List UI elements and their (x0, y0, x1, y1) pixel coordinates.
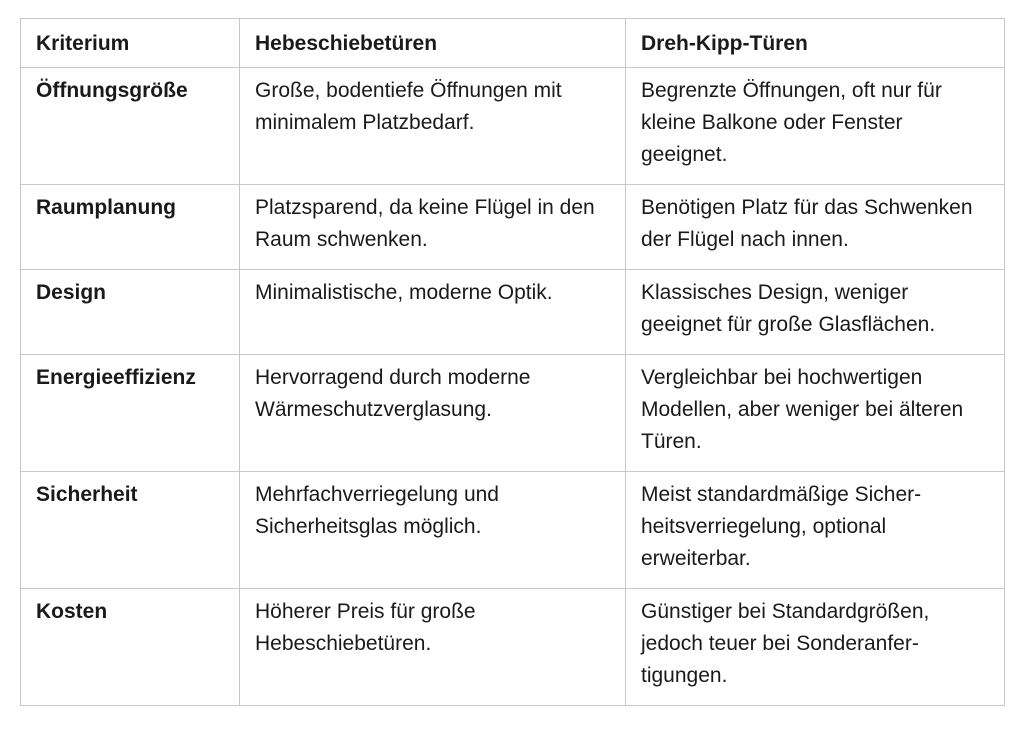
drehkipp-cell: Klassisches Design, weniger geeignet für große Glasflächen. (626, 270, 1005, 355)
criterion-cell: Raumplanung (21, 185, 240, 270)
hebeschiebe-cell: Mehrfachverriegelung und Sicherheitsglas möglich. (240, 472, 626, 589)
criterion-cell: Sicherheit (21, 472, 240, 589)
drehkipp-cell: Vergleichbar bei hochwertigen Modellen, aber weniger bei älteren Türen. (626, 355, 1005, 472)
hebeschiebe-cell: Höherer Preis für große Hebeschiebetüren. (240, 589, 626, 706)
comparison-table (20, 18, 1005, 706)
table-row (21, 472, 1005, 589)
table-row (21, 68, 1005, 185)
hebeschiebe-cell: Große, bodentiefe Öffnungen mit minimalem Platzbedarf. (240, 68, 626, 185)
criterion-cell: Design (21, 270, 240, 355)
drehkipp-cell: Benötigen Platz für das Schwenken der Flügel nach innen. (626, 185, 1005, 270)
hebeschiebe-cell: Platzsparend, da keine Flügel in den Raum schwenken. (240, 185, 626, 270)
header-dreh-kipp-tueren: Dreh-Kipp-Türen (626, 19, 1005, 68)
table-header-row (21, 19, 1005, 68)
header-hebeschiebetueren: Hebeschiebetüren (240, 19, 626, 68)
hebeschiebe-cell: Minimalistische, moderne Optik. (240, 270, 626, 355)
table-row (21, 270, 1005, 355)
drehkipp-cell: Meist standardmäßige Sicherheitsverriegelung, optional erweiterbar. (626, 472, 1005, 589)
table-row (21, 185, 1005, 270)
criterion-cell: Öffnungsgröße (21, 68, 240, 185)
table-row (21, 355, 1005, 472)
criterion-cell: Energieeffizienz (21, 355, 240, 472)
criterion-cell: Kosten (21, 589, 240, 706)
header-kriterium: Kriterium (21, 19, 240, 68)
hebeschiebe-cell: Hervorragend durch moderne Wärmeschutzverglasung. (240, 355, 626, 472)
drehkipp-cell: Begrenzte Öffnungen, oft nur für kleine Balkone oder Fenster geeignet. (626, 68, 1005, 185)
drehkipp-cell: Günstiger bei Standardgrößen, jedoch teuer bei Sonderanfertigungen. (626, 589, 1005, 706)
table-row (21, 589, 1005, 706)
